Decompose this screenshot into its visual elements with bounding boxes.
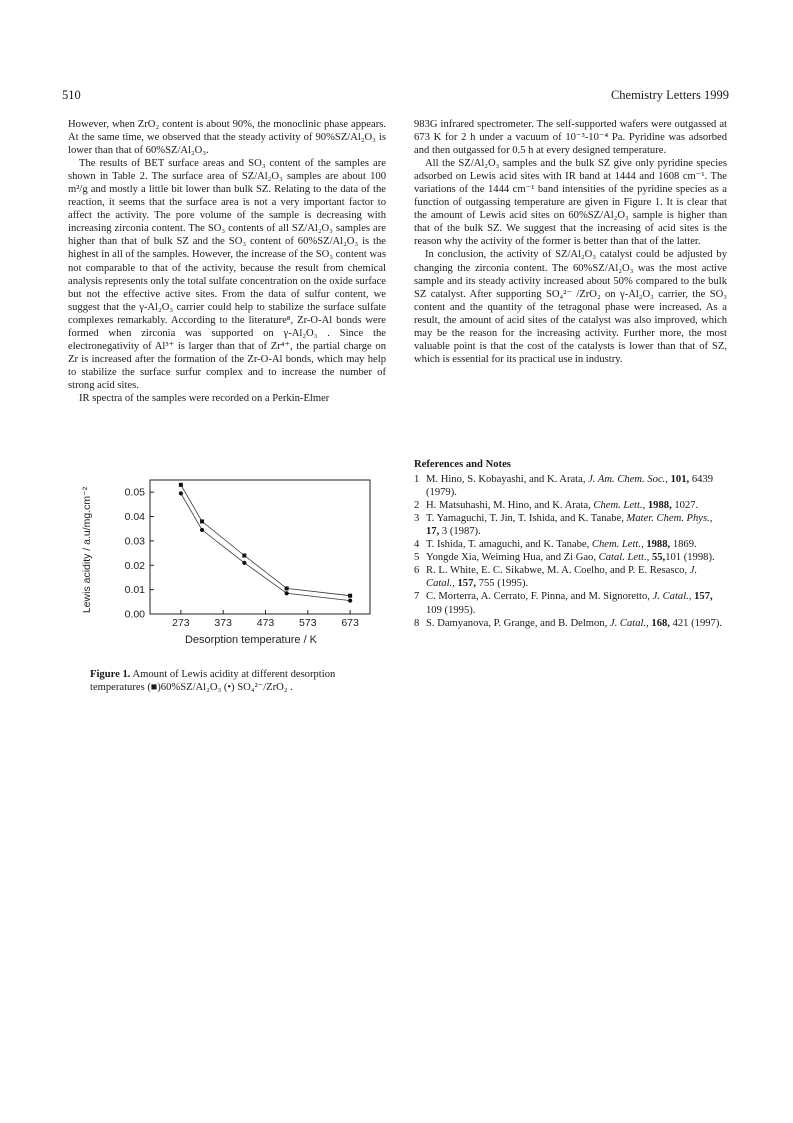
figure-1-chart <box>76 474 376 654</box>
y-tick-label: 0.05 <box>124 486 145 499</box>
series-line <box>181 485 350 596</box>
lewis-acidity-chart <box>76 474 376 654</box>
references-list <box>414 473 727 630</box>
reference-text <box>426 473 727 499</box>
reference-authors: M. Hino, S. Kobayashi, and K. Arata, <box>426 474 589 486</box>
reference-text <box>426 564 727 590</box>
reference-item <box>414 499 727 512</box>
reference-text <box>426 551 727 564</box>
reference-item <box>414 551 727 564</box>
circle-marker <box>348 599 352 603</box>
paragraph: The results of BET surface areas and SO₃ content of the samples are shown in Table 2. The surface area of SZ/Al₂O₃ samples are about 100 m²/g and mostly a little bit lower than bulk SZ. Relating to the data of the reaction, it seems that the surface area is not a very important factor to affect the activity. The pore volume of the sample is decreasing with increasing zirconia content. The SO₃ contents of all SZ/Al₂O₃ samples are higher than that of bulk SZ and the SO₃ content of 60%SZ/Al₂O₃ is the highest in all of the samples. However, the increase of the SO₃ content was not comparable to that of the activity, because the result from chemical analysis represents only the total sulfate concentration on the oxide surface but not the effective active sites. From the data of sulfur content, we suggest that the γ-Al₂O₃ carrier could help to stabilize the surface sulfate complexes remarkably. According to the literature⁸, Zr-O-Al bonds were formed when zirconia was supported on γ-Al₂O₃ . Since the electronegativity of Al³⁺ is larger than that of Zr⁴⁺, the partial charge on Zr is increased after the formation of the Zr-O-Al bonds, which may help to stabilize the surface surfur complex and to increase the number of strong acid sites. <box>68 158 386 391</box>
reference-authors: H. Matsuhashi, M. Hino, and K. Arata, <box>426 500 594 512</box>
reference-volume: 157, <box>457 578 477 590</box>
reference-journal: J. Catal., <box>609 617 649 629</box>
reference-volume: 55, <box>651 552 666 564</box>
reference-pages-year: 755 (1995). <box>476 578 529 590</box>
reference-item <box>414 473 727 499</box>
reference-number: 1 <box>414 474 420 486</box>
reference-pages-year: 101 (1998). <box>665 552 715 564</box>
reference-number: 3 <box>414 513 420 525</box>
reference-pages-year: 109 (1995). <box>426 604 476 616</box>
page-number: 510 <box>62 88 81 102</box>
reference-journal: Mater. Chem. Phys., <box>626 513 713 525</box>
reference-number: 4 <box>414 539 420 551</box>
reference-pages-year: 1869. <box>670 539 697 551</box>
reference-number: 5 <box>414 552 420 564</box>
reference-text <box>426 512 727 538</box>
x-tick-label: 473 <box>256 617 275 629</box>
reference-volume: 17, <box>426 526 440 538</box>
reference-volume: 168, <box>651 617 670 629</box>
reference-pages-year: 6439 (1979). <box>426 474 714 499</box>
reference-journal: J. Catal., <box>426 565 698 590</box>
figure-caption <box>90 668 372 694</box>
reference-volume: 101, <box>670 474 690 486</box>
circle-marker <box>285 591 289 595</box>
reference-text <box>426 499 727 512</box>
reference-journal: Chem. Lett., <box>593 500 646 512</box>
square-marker <box>242 554 246 558</box>
reference-volume: 1988, <box>647 500 672 512</box>
y-tick-label: 0.00 <box>124 608 145 621</box>
reference-authors: R. L. White, E. C. Sikabwe, M. A. Coelho, and P. E. Resasco, <box>426 565 690 577</box>
reference-item <box>414 590 727 616</box>
reference-text <box>426 617 727 630</box>
x-tick-label: 273 <box>172 617 190 629</box>
y-axis-label: Lewis acidity / a.u/mg.cm⁻² <box>81 486 93 614</box>
reference-item <box>414 617 727 630</box>
reference-item <box>414 512 727 538</box>
reference-journal: J. Catal., <box>652 591 692 603</box>
y-tick-label: 0.02 <box>124 559 145 572</box>
square-marker <box>179 483 183 487</box>
reference-number: 8 <box>414 617 420 629</box>
figure-label: Figure 1. <box>90 669 131 680</box>
x-tick-label: 573 <box>299 617 317 629</box>
square-marker <box>285 586 289 590</box>
left-column <box>68 118 386 405</box>
reference-authors: C. Morterra, A. Cerrato, F. Pinna, and M. Signoretto, <box>426 591 653 603</box>
square-marker <box>348 594 352 598</box>
paragraph: IR spectra of the samples were recorded on a Perkin-Elmer <box>79 392 330 404</box>
reference-pages-year: 3 (1987). <box>439 526 481 538</box>
reference-item <box>414 564 727 590</box>
reference-text <box>426 590 727 616</box>
right-column <box>414 118 727 366</box>
reference-journal: Chem. Lett., <box>591 539 644 551</box>
journal-running-head: Chemistry Letters 1999 <box>610 88 729 102</box>
circle-marker <box>242 561 246 565</box>
paragraph: 983G infrared spectrometer. The self-supported wafers were outgassed at 673 K for 2 h under a vacuum of 10⁻³-10⁻⁴ Pa. Pyridine was adsorbed and then outgassed for 0.5 h at every designed temperature. <box>414 119 727 157</box>
reference-number: 2 <box>414 500 420 512</box>
paragraph: All the SZ/Al₂O₃ samples and the bulk SZ give only pyridine species adsorbed on Lewis acid sites with IR band at 1444 and 1608 cm⁻¹. The variations of the 1444 cm⁻¹ band intensities of the pyridine species as a function of outgassing temperature are given in Figure 1. It is clear that the amount of Lewis acid sites on 60%SZ/Al₂O₃ sample is higher than that of the bulk SZ. We suggest that the increasing of acid sites is the reason why the activity of the former is better than that of the latter. <box>414 158 727 248</box>
reference-item <box>414 538 727 551</box>
reference-pages-year: 421 (1997). <box>669 617 723 629</box>
y-tick-label: 0.03 <box>124 535 145 548</box>
reference-authors: T. Ishida, T. amaguchi, and K. Tanabe, <box>426 539 592 551</box>
x-tick-label: 673 <box>341 617 359 629</box>
paragraph: In conclusion, the activity of SZ/Al₂O₃ catalyst could be adjusted by changing the zirconia content. The 60%SZ/Al₂O₃ was the most active sample and its steady activity increased about 50% compared to the bulk SZ catalyst. After supporting SO₄²⁻ /ZrO₂ on γ-Al₂O₃ carrier, the SO₃ content and the quantity of the tetragonal phase were increased. As a result, the amount of acid sites of the catalyst was also improved, which may be the reason for the increasing activity. Further more, the most valuable point is that the cost of the catalysts is lower than that of SZ, which is essential for its practical use in industry. <box>414 249 727 365</box>
reference-volume: 157, <box>694 591 713 603</box>
references-section <box>414 458 727 630</box>
circle-marker <box>179 491 183 495</box>
y-tick-label: 0.04 <box>124 511 145 524</box>
series-line <box>181 493 350 600</box>
reference-journal: J. Am. Chem. Soc., <box>588 474 668 486</box>
x-tick-label: 373 <box>214 617 232 629</box>
reference-text <box>426 538 727 551</box>
reference-volume: 1988, <box>646 539 671 551</box>
reference-authors: T. Yamaguchi, T. Jin, T. Ishida, and K. Tanabe, <box>426 513 627 525</box>
y-tick-label: 0.01 <box>124 584 145 597</box>
reference-journal: Catal. Lett., <box>598 552 650 564</box>
circle-marker <box>200 528 204 532</box>
reference-authors: S. Damyanova, P. Grange, and B. Delmon, <box>426 617 610 629</box>
reference-pages-year: 1027. <box>671 500 699 512</box>
reference-number: 7 <box>414 591 420 603</box>
x-axis-label: Desorption temperature / K <box>184 634 318 646</box>
references-heading: References and Notes <box>414 459 511 470</box>
reference-authors: Yongde Xia, Weiming Hua, and Zi Gao, <box>426 552 599 564</box>
square-marker <box>200 519 204 523</box>
figure-caption-text: Amount of Lewis acidity at different desorption temperatures (■)60%SZ/Al₂O₃ (•) SO₄²⁻/ZrO₂ . <box>90 669 336 694</box>
paragraph: However, when ZrO₂ content is about 90%, the monoclinic phase appears. At the same time, we observed that the steady activity of 90%SZ/Al₂O₃ is lower than that of 60%SZ/Al₂O₃. <box>68 119 386 157</box>
reference-number: 6 <box>414 565 420 577</box>
